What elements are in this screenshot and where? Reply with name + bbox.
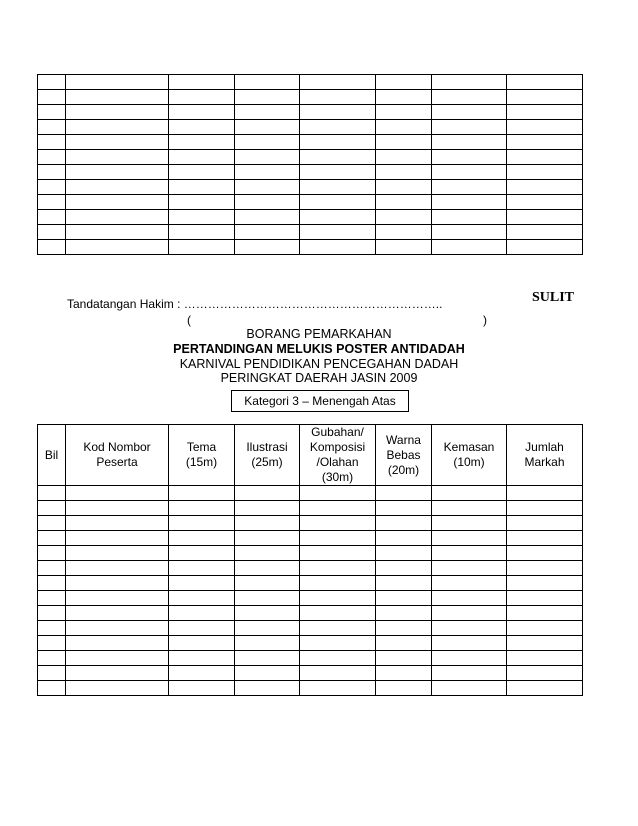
score-table-cell[interactable] bbox=[66, 501, 169, 516]
top-table-cell[interactable] bbox=[300, 180, 376, 195]
top-table-cell[interactable] bbox=[38, 210, 66, 225]
top-table-cell[interactable] bbox=[432, 240, 507, 255]
score-table-cell[interactable] bbox=[235, 606, 300, 621]
event-title: KARNIVAL PENDIDIKAN PENCEGAHAN DADAH bbox=[179, 357, 459, 371]
score-table-cell[interactable] bbox=[38, 666, 66, 681]
top-table-cell[interactable] bbox=[300, 150, 376, 165]
top-table-cell[interactable] bbox=[38, 225, 66, 240]
score-table-cell[interactable] bbox=[169, 516, 235, 531]
score-table-cell[interactable] bbox=[300, 666, 376, 681]
score-table-cell[interactable] bbox=[376, 666, 432, 681]
score-table-cell[interactable] bbox=[432, 666, 507, 681]
score-table-cell[interactable] bbox=[235, 576, 300, 591]
top-table-cell[interactable] bbox=[300, 135, 376, 150]
top-table-cell[interactable] bbox=[169, 240, 235, 255]
top-table-cell[interactable] bbox=[235, 225, 300, 240]
top-table-cell[interactable] bbox=[66, 90, 169, 105]
score-table-cell[interactable] bbox=[169, 651, 235, 666]
top-table-cell[interactable] bbox=[169, 195, 235, 210]
top-table-cell[interactable] bbox=[38, 120, 66, 135]
score-table-cell[interactable] bbox=[235, 516, 300, 531]
top-table-cell[interactable] bbox=[376, 105, 432, 120]
header-total: Jumlah Markah bbox=[507, 425, 583, 486]
score-table-cell[interactable] bbox=[66, 666, 169, 681]
score-table-cell[interactable] bbox=[235, 651, 300, 666]
score-table-cell[interactable] bbox=[432, 546, 507, 561]
top-table-cell[interactable] bbox=[507, 120, 583, 135]
top-table-cell[interactable] bbox=[432, 180, 507, 195]
top-table-cell[interactable] bbox=[432, 105, 507, 120]
top-table-cell[interactable] bbox=[300, 225, 376, 240]
score-table-cell[interactable] bbox=[66, 651, 169, 666]
top-table-cell[interactable] bbox=[169, 150, 235, 165]
score-table-cell[interactable] bbox=[235, 636, 300, 651]
score-table-cell[interactable] bbox=[66, 561, 169, 576]
header-color: Warna Bebas (20m) bbox=[376, 425, 432, 486]
score-table-cell[interactable] bbox=[432, 576, 507, 591]
form-title: BORANG PEMARKAHAN bbox=[246, 327, 392, 341]
top-table-cell[interactable] bbox=[300, 120, 376, 135]
top-table-cell[interactable] bbox=[507, 225, 583, 240]
top-table-cell[interactable] bbox=[66, 75, 169, 90]
score-table-cell[interactable] bbox=[376, 561, 432, 576]
top-table-cell[interactable] bbox=[507, 90, 583, 105]
score-table-cell[interactable] bbox=[38, 606, 66, 621]
score-table-cell[interactable] bbox=[38, 501, 66, 516]
judge-signature-label: Tandatangan Hakim bbox=[67, 297, 174, 311]
score-table-cell[interactable] bbox=[507, 531, 583, 546]
top-table-cell[interactable] bbox=[376, 210, 432, 225]
top-table-cell[interactable] bbox=[432, 195, 507, 210]
top-table-cell[interactable] bbox=[376, 225, 432, 240]
top-table-cell[interactable] bbox=[235, 165, 300, 180]
top-table-cell[interactable] bbox=[38, 180, 66, 195]
top-table-cell[interactable] bbox=[376, 180, 432, 195]
score-table-cell[interactable] bbox=[169, 561, 235, 576]
top-table-cell[interactable] bbox=[38, 75, 66, 90]
score-table-cell[interactable] bbox=[38, 621, 66, 636]
top-table-cell[interactable] bbox=[169, 165, 235, 180]
top-table-cell[interactable] bbox=[235, 75, 300, 90]
score-table-cell[interactable] bbox=[376, 591, 432, 606]
header-finishing: Kemasan (10m) bbox=[432, 425, 507, 486]
top-table-cell[interactable] bbox=[38, 240, 66, 255]
score-table-row bbox=[38, 561, 583, 576]
score-table-cell[interactable] bbox=[38, 531, 66, 546]
score-table-cell[interactable] bbox=[300, 501, 376, 516]
score-table-cell[interactable] bbox=[507, 636, 583, 651]
score-table-cell[interactable] bbox=[376, 531, 432, 546]
score-table-cell[interactable] bbox=[235, 486, 300, 501]
score-table-cell[interactable] bbox=[376, 486, 432, 501]
header-composition: Gubahan/ Komposisi /Olahan (30m) bbox=[300, 425, 376, 486]
score-table-cell[interactable] bbox=[376, 546, 432, 561]
score-table-row bbox=[38, 606, 583, 621]
top-table-row bbox=[38, 240, 583, 255]
score-table-cell[interactable] bbox=[235, 681, 300, 696]
score-table-cell[interactable] bbox=[376, 501, 432, 516]
score-table-cell[interactable] bbox=[300, 531, 376, 546]
score-table-cell[interactable] bbox=[300, 681, 376, 696]
score-table-cell[interactable] bbox=[235, 531, 300, 546]
score-table-cell[interactable] bbox=[376, 576, 432, 591]
score-table-cell[interactable] bbox=[66, 546, 169, 561]
score-table-row bbox=[38, 501, 583, 516]
score-table-cell[interactable] bbox=[66, 591, 169, 606]
top-table-cell[interactable] bbox=[432, 150, 507, 165]
score-table-cell[interactable] bbox=[169, 636, 235, 651]
score-table-cell[interactable] bbox=[300, 546, 376, 561]
top-table-cell[interactable] bbox=[169, 90, 235, 105]
competition-title: PERTANDINGAN MELUKIS POSTER ANTIDADAH bbox=[173, 342, 465, 356]
top-table-cell[interactable] bbox=[432, 90, 507, 105]
score-table-cell[interactable] bbox=[432, 516, 507, 531]
score-table-cell[interactable] bbox=[432, 591, 507, 606]
scoring-table bbox=[37, 424, 583, 696]
top-table-cell[interactable] bbox=[300, 105, 376, 120]
score-table-cell[interactable] bbox=[432, 621, 507, 636]
score-table-cell[interactable] bbox=[507, 621, 583, 636]
top-table-row bbox=[38, 135, 583, 150]
top-table-cell[interactable] bbox=[376, 90, 432, 105]
top-table-row bbox=[38, 150, 583, 165]
score-table-cell[interactable] bbox=[507, 591, 583, 606]
score-table-cell[interactable] bbox=[300, 621, 376, 636]
top-table-cell[interactable] bbox=[66, 225, 169, 240]
top-table-row bbox=[38, 195, 583, 210]
score-table-row bbox=[38, 531, 583, 546]
score-table-row bbox=[38, 666, 583, 681]
top-table-cell[interactable] bbox=[300, 90, 376, 105]
top-table-cell[interactable] bbox=[432, 75, 507, 90]
top-table-cell[interactable] bbox=[300, 165, 376, 180]
score-table-cell[interactable] bbox=[66, 516, 169, 531]
score-table-cell[interactable] bbox=[376, 621, 432, 636]
score-table-cell[interactable] bbox=[432, 681, 507, 696]
top-table-row bbox=[38, 75, 583, 90]
top-table-cell[interactable] bbox=[432, 210, 507, 225]
score-table-cell[interactable] bbox=[507, 501, 583, 516]
top-table-cell[interactable] bbox=[300, 195, 376, 210]
score-table-cell[interactable] bbox=[66, 606, 169, 621]
score-table-cell[interactable] bbox=[300, 561, 376, 576]
score-table-cell[interactable] bbox=[169, 576, 235, 591]
top-table-cell[interactable] bbox=[169, 135, 235, 150]
top-table-cell[interactable] bbox=[235, 240, 300, 255]
open-parenthesis: ( bbox=[187, 313, 191, 327]
score-table-cell[interactable] bbox=[507, 681, 583, 696]
score-table-row bbox=[38, 486, 583, 501]
score-table-row bbox=[38, 636, 583, 651]
score-table-cell[interactable] bbox=[376, 636, 432, 651]
score-table-cell[interactable] bbox=[376, 606, 432, 621]
close-parenthesis: ) bbox=[483, 313, 487, 327]
top-table-row bbox=[38, 120, 583, 135]
top-table-cell[interactable] bbox=[300, 75, 376, 90]
top-table-cell[interactable] bbox=[169, 210, 235, 225]
confidential-mark: SULIT bbox=[532, 290, 575, 305]
header-theme: Tema (15m) bbox=[169, 425, 235, 486]
score-table-cell[interactable] bbox=[66, 531, 169, 546]
top-table-cell[interactable] bbox=[169, 225, 235, 240]
score-table-row bbox=[38, 681, 583, 696]
score-table-cell[interactable] bbox=[507, 606, 583, 621]
score-table-row bbox=[38, 621, 583, 636]
judge-signature-dots: : ……………………………………………………….. bbox=[173, 297, 443, 311]
score-table-cell[interactable] bbox=[235, 561, 300, 576]
score-table-cell[interactable] bbox=[376, 651, 432, 666]
score-table-cell[interactable] bbox=[300, 606, 376, 621]
score-table-cell[interactable] bbox=[300, 516, 376, 531]
top-table-cell[interactable] bbox=[235, 150, 300, 165]
top-table-cell[interactable] bbox=[66, 120, 169, 135]
judge-name-parentheses bbox=[187, 313, 487, 327]
header-participant-code: Kod Nombor Peserta bbox=[66, 425, 169, 486]
score-table-cell[interactable] bbox=[38, 546, 66, 561]
top-table-cell[interactable] bbox=[169, 120, 235, 135]
score-table-cell[interactable] bbox=[507, 576, 583, 591]
score-table-cell[interactable] bbox=[507, 546, 583, 561]
top-table-cell[interactable] bbox=[66, 240, 169, 255]
top-table-cell[interactable] bbox=[376, 75, 432, 90]
score-table-cell[interactable] bbox=[38, 681, 66, 696]
top-table-cell[interactable] bbox=[507, 240, 583, 255]
top-table-cell[interactable] bbox=[432, 225, 507, 240]
score-table-cell[interactable] bbox=[169, 546, 235, 561]
score-table-row bbox=[38, 651, 583, 666]
score-table-cell[interactable] bbox=[38, 486, 66, 501]
score-table-cell[interactable] bbox=[38, 591, 66, 606]
top-table-cell[interactable] bbox=[507, 210, 583, 225]
score-table-cell[interactable] bbox=[432, 531, 507, 546]
top-table-row bbox=[38, 90, 583, 105]
top-table-cell[interactable] bbox=[66, 195, 169, 210]
header-bil: Bil bbox=[38, 425, 66, 486]
score-table-cell[interactable] bbox=[432, 636, 507, 651]
top-table-cell[interactable] bbox=[235, 120, 300, 135]
event-level: PERINGKAT DAERAH JASIN 2009 bbox=[220, 371, 418, 385]
top-table-row bbox=[38, 105, 583, 120]
top-table-cell[interactable] bbox=[432, 135, 507, 150]
score-table-row bbox=[38, 546, 583, 561]
top-table-cell[interactable] bbox=[507, 105, 583, 120]
top-table-row bbox=[38, 165, 583, 180]
top-table-cell[interactable] bbox=[376, 150, 432, 165]
score-table-cell[interactable] bbox=[300, 651, 376, 666]
score-table-cell[interactable] bbox=[235, 591, 300, 606]
top-table-cell[interactable] bbox=[507, 195, 583, 210]
score-table-cell[interactable] bbox=[300, 486, 376, 501]
top-table-cell[interactable] bbox=[376, 240, 432, 255]
score-table-cell[interactable] bbox=[432, 486, 507, 501]
top-table-cell[interactable] bbox=[38, 135, 66, 150]
top-table-cell[interactable] bbox=[38, 90, 66, 105]
category-box: Kategori 3 – Menengah Atas bbox=[231, 390, 409, 412]
top-table-cell[interactable] bbox=[432, 120, 507, 135]
top-table-cell[interactable] bbox=[235, 210, 300, 225]
score-table-cell[interactable] bbox=[235, 501, 300, 516]
score-table-cell[interactable] bbox=[169, 621, 235, 636]
score-table-cell[interactable] bbox=[66, 486, 169, 501]
score-table-cell[interactable] bbox=[432, 561, 507, 576]
score-table-cell[interactable] bbox=[507, 561, 583, 576]
top-table-cell[interactable] bbox=[66, 150, 169, 165]
score-table-cell[interactable] bbox=[38, 576, 66, 591]
score-table-cell[interactable] bbox=[169, 591, 235, 606]
score-table-row bbox=[38, 576, 583, 591]
score-table-cell[interactable] bbox=[507, 516, 583, 531]
score-table-cell[interactable] bbox=[507, 486, 583, 501]
top-table-row bbox=[38, 225, 583, 240]
score-table-cell[interactable] bbox=[507, 666, 583, 681]
top-table-cell[interactable] bbox=[66, 210, 169, 225]
score-table-cell[interactable] bbox=[169, 666, 235, 681]
score-table-cell[interactable] bbox=[169, 531, 235, 546]
score-table-cell[interactable] bbox=[432, 606, 507, 621]
top-table-cell[interactable] bbox=[235, 195, 300, 210]
top-table-cell[interactable] bbox=[235, 135, 300, 150]
top-table-cell[interactable] bbox=[376, 135, 432, 150]
top-table-cell[interactable] bbox=[300, 210, 376, 225]
score-table-cell[interactable] bbox=[66, 576, 169, 591]
score-table-cell[interactable] bbox=[432, 651, 507, 666]
top-table-cell[interactable] bbox=[38, 165, 66, 180]
top-table-cell[interactable] bbox=[66, 135, 169, 150]
score-table-row bbox=[38, 591, 583, 606]
score-table-cell[interactable] bbox=[376, 516, 432, 531]
header-illustration: Ilustrasi (25m) bbox=[235, 425, 300, 486]
score-table-cell[interactable] bbox=[38, 516, 66, 531]
score-table-cell[interactable] bbox=[235, 621, 300, 636]
score-table-cell[interactable] bbox=[66, 681, 169, 696]
top-table-cell[interactable] bbox=[66, 180, 169, 195]
score-table-cell[interactable] bbox=[38, 651, 66, 666]
top-table-cell[interactable] bbox=[507, 135, 583, 150]
top-table-cell[interactable] bbox=[38, 105, 66, 120]
score-table-cell[interactable] bbox=[376, 681, 432, 696]
score-table-cell[interactable] bbox=[38, 561, 66, 576]
score-table-cell[interactable] bbox=[300, 636, 376, 651]
top-table-cell[interactable] bbox=[169, 75, 235, 90]
top-table-cell[interactable] bbox=[432, 165, 507, 180]
score-table-cell[interactable] bbox=[169, 501, 235, 516]
score-table-cell[interactable] bbox=[300, 576, 376, 591]
top-table-row bbox=[38, 210, 583, 225]
top-table-cell[interactable] bbox=[66, 105, 169, 120]
top-table-cell[interactable] bbox=[507, 150, 583, 165]
top-table-row bbox=[38, 180, 583, 195]
top-table-cell[interactable] bbox=[235, 105, 300, 120]
score-table-cell[interactable] bbox=[235, 666, 300, 681]
top-table-cell[interactable] bbox=[507, 180, 583, 195]
judge-signature-line bbox=[67, 297, 442, 311]
score-table-cell[interactable] bbox=[169, 681, 235, 696]
score-table-row bbox=[38, 516, 583, 531]
top-table-cell[interactable] bbox=[66, 165, 169, 180]
top-table-cell[interactable] bbox=[235, 90, 300, 105]
top-table-cell[interactable] bbox=[38, 195, 66, 210]
top-table-cell[interactable] bbox=[376, 195, 432, 210]
top-table-cell[interactable] bbox=[507, 75, 583, 90]
score-table-cell[interactable] bbox=[66, 621, 169, 636]
score-table-cell[interactable] bbox=[169, 486, 235, 501]
score-table-cell[interactable] bbox=[169, 606, 235, 621]
score-table-cell[interactable] bbox=[235, 546, 300, 561]
top-table-cell[interactable] bbox=[376, 120, 432, 135]
top-table-cell[interactable] bbox=[169, 180, 235, 195]
table-header-row bbox=[38, 425, 583, 486]
top-table-cell[interactable] bbox=[38, 150, 66, 165]
score-table-cell[interactable] bbox=[432, 501, 507, 516]
top-table-cell[interactable] bbox=[169, 105, 235, 120]
top-table-cell[interactable] bbox=[507, 165, 583, 180]
top-table-cell[interactable] bbox=[376, 165, 432, 180]
score-table-cell[interactable] bbox=[66, 636, 169, 651]
score-table-cell[interactable] bbox=[38, 636, 66, 651]
top-table-cell[interactable] bbox=[300, 240, 376, 255]
score-table-cell[interactable] bbox=[300, 591, 376, 606]
top-table-cell[interactable] bbox=[235, 180, 300, 195]
score-table-cell[interactable] bbox=[507, 651, 583, 666]
top-scoring-table-continuation bbox=[37, 74, 583, 255]
